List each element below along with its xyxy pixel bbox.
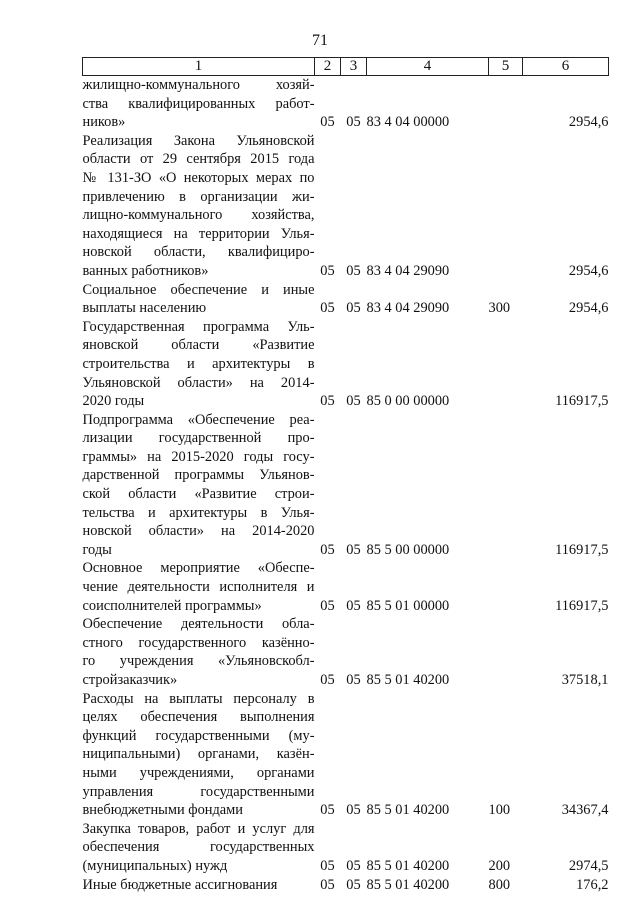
header-col-4: 4	[367, 58, 489, 76]
row-name	[83, 559, 315, 615]
table-row	[83, 559, 609, 615]
row-name-line: 2020 годы	[82, 393, 145, 410]
row-name	[83, 318, 315, 411]
row-section: 05	[320, 857, 335, 874]
row-subsection: 05	[346, 876, 361, 893]
row-name-line: функций государственными (му-	[82, 727, 315, 744]
row-amount: 2954,6	[568, 300, 609, 317]
row-section: 05	[320, 876, 335, 893]
row-target-code: 83 4 04 29090	[366, 300, 450, 317]
row-name-line: Обеспечение деятельности обла-	[82, 616, 315, 633]
row-name-line: находящиеся на территории Улья-	[82, 225, 315, 242]
row-name-line: управления государственными	[82, 783, 315, 800]
row-name-line: обеспечения государственных	[82, 839, 315, 856]
row-expense-type	[489, 559, 523, 615]
row-name-line: тельства и архитектуры в Улья-	[82, 504, 315, 521]
row-expense-type: 200	[488, 857, 511, 874]
row-name-line: ными учреждениями, органами	[82, 764, 315, 781]
row-name	[83, 411, 315, 560]
row-expense-type	[489, 615, 523, 689]
row-name-line: ников»	[82, 114, 126, 131]
row-name-line: ванных работников»	[82, 262, 209, 279]
row-name-line: Расходы на выплаты персоналу в	[82, 690, 315, 707]
row-target-code: 85 5 01 40200	[366, 876, 450, 893]
row-amount: 2974,5	[568, 857, 609, 874]
row-expense-type	[489, 76, 523, 132]
row-subsection: 05	[346, 802, 361, 819]
budget-table	[82, 57, 609, 894]
table-row	[83, 76, 609, 132]
row-name-line: лищно-коммунального хозяйства,	[82, 207, 315, 224]
row-target-code: 85 5 01 40200	[366, 857, 450, 874]
row-section: 05	[320, 114, 335, 131]
row-amount: 2954,6	[568, 114, 609, 131]
row-section: 05	[320, 597, 335, 614]
row-amount: 116917,5	[555, 597, 609, 614]
row-amount: 176,2	[576, 876, 609, 893]
row-name-line: № 131-ЗО «О некоторых мерах по	[82, 169, 315, 186]
row-expense-type	[489, 132, 523, 281]
row-name-line: строительства и архитектуры в	[82, 355, 315, 372]
table-row	[83, 281, 609, 318]
row-name-line: Социальное обеспечение и иные	[82, 281, 315, 298]
row-target-code: 85 5 00 00000	[366, 541, 450, 558]
row-subsection: 05	[346, 393, 361, 410]
row-name-line: соисполнителей программы»	[82, 597, 262, 614]
row-name-line: новской области, квалифициро-	[82, 244, 315, 261]
row-name-line: Ульяновской области» на 2014-	[82, 374, 315, 391]
row-expense-type: 300	[488, 300, 511, 317]
row-target-code: 83 4 04 29090	[366, 262, 450, 279]
row-subsection: 05	[346, 541, 361, 558]
row-name-line: (муниципальных) нужд	[82, 857, 228, 874]
row-section: 05	[320, 802, 335, 819]
row-name	[83, 615, 315, 689]
row-name-line: жилищно-коммунального хозяй-	[82, 77, 315, 93]
row-expense-type	[489, 318, 523, 411]
row-subsection: 05	[346, 262, 361, 279]
row-name-line: яновской области «Развитие	[82, 337, 315, 354]
row-section: 05	[320, 262, 335, 279]
table-row	[83, 318, 609, 411]
row-name	[83, 76, 315, 132]
row-expense-type: 100	[488, 802, 511, 819]
row-name-line: Иные бюджетные ассигнования	[82, 876, 278, 893]
row-expense-type	[489, 411, 523, 560]
row-name-line: стройзаказчик»	[82, 672, 178, 688]
row-name-line: стного государственного казённо-	[82, 634, 315, 651]
table-row	[83, 615, 609, 689]
row-target-code: 85 5 01 40200	[366, 802, 450, 819]
row-amount: 34367,4	[561, 802, 609, 819]
row-subsection: 05	[346, 300, 361, 317]
row-subsection: 05	[346, 672, 361, 688]
row-section: 05	[320, 300, 335, 317]
row-name-line: чение деятельности исполнителя и	[82, 579, 315, 596]
row-target-code: 83 4 04 00000	[366, 114, 450, 131]
row-name-line: внебюджетными фондами	[82, 802, 243, 819]
table-row	[83, 132, 609, 281]
row-section: 05	[320, 672, 335, 688]
row-name-line: привлечению в организации жи-	[82, 188, 315, 205]
row-name-line: Государственная программа Уль-	[82, 318, 315, 335]
table-body	[83, 76, 609, 895]
row-subsection: 05	[346, 114, 361, 131]
table-row	[83, 411, 609, 560]
table-row	[83, 876, 609, 895]
row-name	[83, 690, 315, 820]
row-name-line: ниципальными) органами, казён-	[82, 746, 315, 763]
row-name-line: Подпрограмма «Обеспечение реа-	[82, 411, 315, 428]
row-name	[83, 820, 315, 876]
table-header-row	[83, 58, 609, 76]
table-row	[83, 820, 609, 876]
row-name-line: ской области «Развитие строи-	[82, 486, 315, 503]
row-target-code: 85 5 01 40200	[366, 672, 450, 688]
row-expense-type: 800	[488, 876, 511, 893]
row-name-line: граммы» на 2015-2020 годы госу-	[82, 448, 315, 465]
row-amount: 116917,5	[555, 393, 609, 410]
row-amount: 2954,6	[568, 262, 609, 279]
row-name-line: новской области» на 2014-2020	[82, 523, 315, 540]
header-col-1: 1	[83, 58, 315, 76]
row-name-line: Основное мероприятие «Обеспе-	[82, 560, 315, 577]
row-name	[83, 132, 315, 281]
header-col-3: 3	[341, 58, 367, 76]
header-col-5: 5	[489, 58, 523, 76]
row-name-line: лизации государственной про-	[82, 430, 315, 447]
row-subsection: 05	[346, 597, 361, 614]
row-name-line: ства квалифицированных работ-	[82, 95, 315, 112]
row-name	[83, 876, 315, 895]
row-subsection: 05	[346, 857, 361, 874]
page-number: 71	[312, 32, 328, 49]
row-amount: 116917,5	[555, 541, 609, 558]
row-name-line: дарственной программы Ульянов-	[82, 467, 315, 484]
row-section: 05	[320, 393, 335, 410]
row-name-line: годы	[82, 541, 112, 558]
row-name-line: выплаты населению	[82, 300, 207, 317]
header-col-2: 2	[315, 58, 341, 76]
row-target-code: 85 5 01 00000	[366, 597, 450, 614]
row-name	[83, 281, 315, 318]
row-amount: 37518,1	[561, 672, 609, 688]
header-col-6: 6	[523, 58, 609, 76]
row-section: 05	[320, 541, 335, 558]
row-name-line: го учреждения «Ульяновскобл-	[82, 653, 315, 670]
row-target-code: 85 0 00 00000	[366, 393, 450, 410]
row-name-line: области от 29 сентября 2015 года	[82, 151, 315, 168]
row-name-line: целях обеспечения выполнения	[82, 709, 315, 726]
table-row	[83, 690, 609, 820]
row-name-line: Закупка товаров, работ и услуг для	[82, 820, 315, 837]
row-name-line: Реализация Закона Ульяновской	[82, 132, 315, 149]
